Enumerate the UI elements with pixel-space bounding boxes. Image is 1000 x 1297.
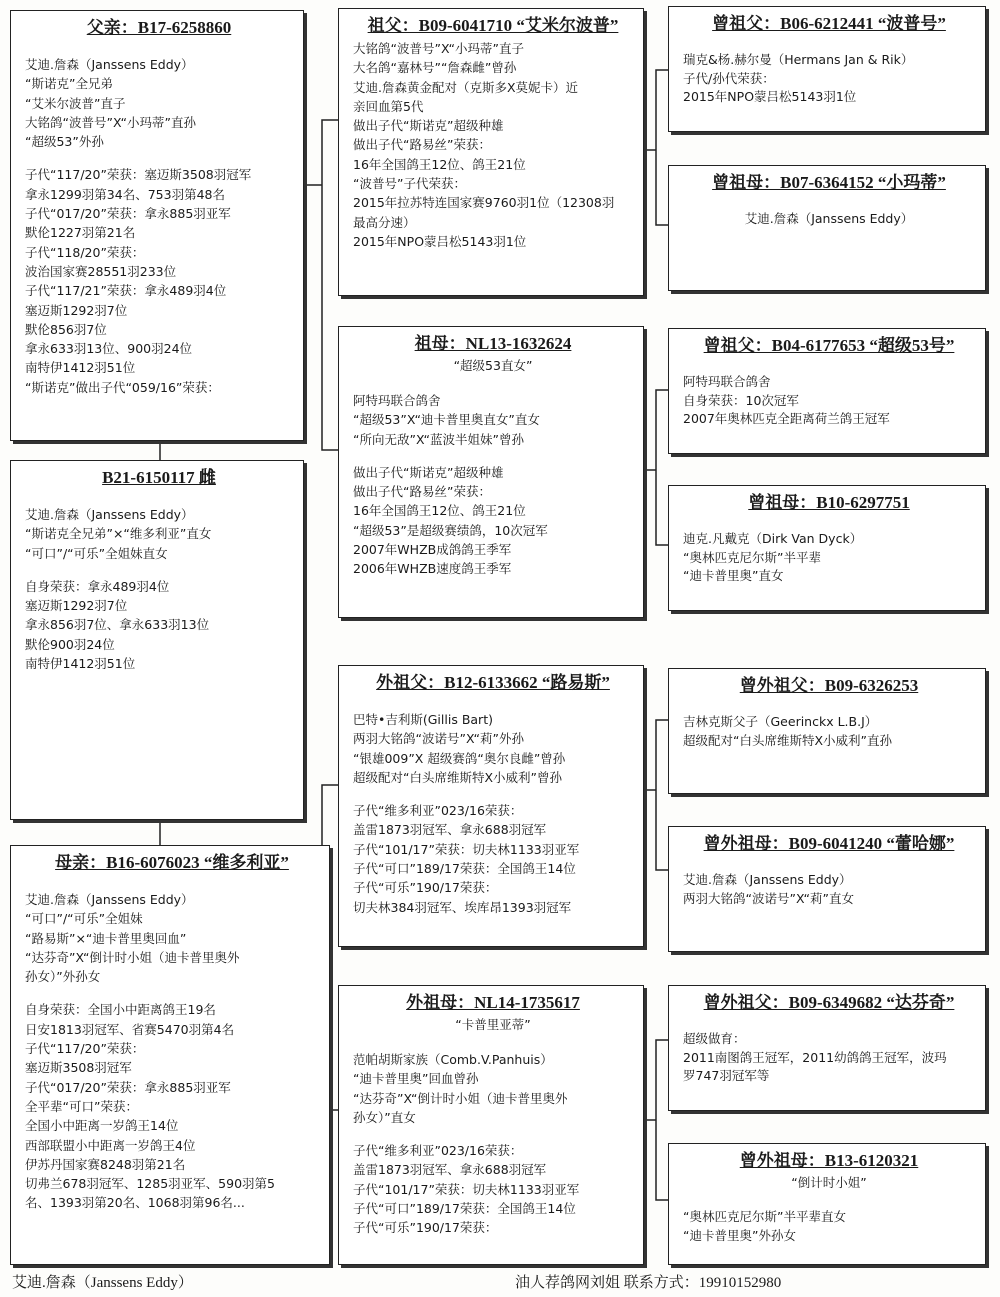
spacer — [25, 41, 293, 55]
detail-line: 波治国家赛28551羽233位 — [25, 263, 177, 279]
maternal-grandfather-card — [338, 665, 644, 947]
detail-line: 迪克.凡戴克（Dirk Van Dyck） — [683, 531, 863, 546]
spacer — [353, 449, 633, 463]
detail-line: 做出子代“路易丝”荣获： — [353, 484, 491, 500]
spacer — [683, 1194, 975, 1208]
spacer — [683, 857, 975, 871]
self-details — [25, 491, 293, 673]
spacer — [683, 699, 975, 713]
detail-line: 2015年NPO蒙吕松5143羽1位 — [683, 89, 857, 104]
detail-line: “艾米尔波普”直子 — [25, 95, 126, 111]
detail-line: 子代“维多利亚”023/16荣获： — [353, 803, 523, 819]
detail-line: “迪卡普里奥”回血曾孙 — [353, 1071, 479, 1087]
detail-line: 盖雷1873羽冠军、拿永688羽冠军 — [353, 822, 547, 838]
detail-line: 艾迪.詹森（Janssens Eddy） — [25, 57, 194, 72]
detail-line: “银雄009”X 超级赛鸽“奥尔良雌”曾孙 — [353, 750, 566, 766]
spacer — [353, 1127, 633, 1141]
detail-line: “超级53”外孙 — [25, 134, 104, 150]
detail-line: 巴特•吉利斯(Gillis Bart) — [353, 712, 493, 727]
detail-line: 子代“118/20”荣获： — [25, 244, 145, 260]
great-grandmother-2-card — [668, 485, 986, 611]
detail-line: 子代“117/20”荣获：塞迈斯3508羽冠军 — [25, 167, 252, 183]
detail-line: 艾迪.詹森（Janssens Eddy） — [683, 872, 852, 887]
great-grandfather-2-title: 曾祖父：B04-6177653 “超级53号” — [703, 336, 955, 355]
detail-line: 拿永633羽13位、900羽24位 — [25, 341, 193, 357]
detail-line: 全国小中距离一岁鸽王14位 — [25, 1118, 179, 1134]
detail-line: 南特伊1412羽51位 — [25, 656, 136, 672]
detail-line: 塞迈斯3508羽冠军 — [25, 1060, 132, 1076]
detail-line: 伊苏丹国家赛8248羽第21名 — [25, 1156, 186, 1172]
spacer — [25, 876, 319, 890]
detail-line: 西部联盟小中距离一岁鸽王4位 — [25, 1137, 196, 1153]
detail-line: “所向无敌”X“蓝波半姐妹”曾孙 — [353, 431, 524, 447]
detail-line: 阿特玛联合鸽舍 — [683, 374, 771, 389]
detail-line: 默伦856羽7位 — [25, 321, 107, 337]
mother-details — [25, 876, 319, 1213]
detail-line: 艾迪.詹森（Janssens Eddy） — [744, 211, 914, 226]
detail-line: 2015年NPO蒙吕松5143羽1位 — [353, 233, 527, 249]
maternal-grandmother-details — [353, 1036, 633, 1238]
detail-line: 塞迈斯1292羽7位 — [25, 598, 128, 614]
spacer — [25, 151, 293, 165]
detail-line: 子代“117/20”荣获： — [25, 1041, 145, 1057]
paternal-grandmother-details — [353, 377, 633, 579]
detail-line: “超级53”是超级赛绩鸽，10次冠军 — [353, 522, 548, 538]
detail-line: 切夫林384羽冠军、埃库昂1393羽冠军 — [353, 899, 572, 915]
great-grandfather-2-details — [683, 359, 975, 429]
footer-contact: 油人荐鸽网刘姐 联系方式：19910152980 — [515, 1275, 782, 1291]
detail-line: 南特伊1412羽51位 — [25, 360, 136, 376]
detail-line: 做出子代“斯诺克”超级种雄 — [353, 118, 504, 134]
detail-line: 名、1393羽第20名、1068羽第96名... — [25, 1195, 245, 1211]
detail-line: 做出子代“路易丝”荣获： — [353, 137, 491, 153]
detail-line: “迪卡普里奥”直女 — [683, 568, 784, 583]
detail-line: 吉林克斯父子（Geerinckx L.B.J） — [683, 714, 878, 729]
mother-title: 母亲：B16-6076023 “维多利亚” — [55, 853, 289, 872]
great-grandfather-4-details — [683, 1016, 975, 1086]
spacer — [683, 516, 975, 530]
detail-line: 盖雷1873羽冠军、拿永688羽冠军 — [353, 1162, 547, 1178]
great-grandmother-4-details — [683, 1194, 975, 1245]
father-title: 父亲：B17-6258860 — [86, 18, 232, 37]
detail-line: 子代“可乐”190/17荣获： — [353, 880, 498, 896]
detail-line: 子代“017/20”荣获：拿永885羽亚军 — [25, 206, 231, 222]
detail-line: 2007年奥林匹克全距离荷兰鸽王冠军 — [683, 411, 890, 426]
great-grandfather-4-card — [668, 985, 986, 1111]
detail-line: 孙女）”外孙女 — [25, 969, 101, 985]
detail-line: “斯诺克”做出子代“059/16”荣获： — [25, 379, 220, 395]
great-grandfather-4-title: 曾外祖父：B09-6349682 “达芬奇” — [703, 993, 955, 1012]
detail-line: 最高分速） — [353, 214, 416, 230]
great-grandmother-1-details — [683, 196, 975, 229]
detail-line: “斯诺克”全兄弟 — [25, 76, 113, 92]
spacer — [353, 377, 633, 391]
detail-line: 罗747羽冠军等 — [683, 1068, 770, 1083]
detail-line: 艾迪.詹森黄金配对（克斯多X莫妮卡）近 — [353, 79, 579, 95]
detail-line: “超级53”X“迪卡普里奥直女”直女 — [353, 412, 540, 428]
spacer — [683, 37, 975, 51]
spacer — [683, 359, 975, 373]
paternal-grandmother-title: 祖母：NL13-1632624 — [414, 334, 572, 353]
detail-line: 子代“可口”189/17荣获：全国鸽王14位 — [353, 861, 576, 877]
detail-line: “可口”/“可乐”全姐妹 — [25, 911, 143, 927]
detail-line: 子代/孙代荣获： — [683, 70, 775, 86]
spacer — [683, 1016, 975, 1030]
great-grandfather-1-title: 曾祖父：B06-6212441 “波普号” — [712, 14, 946, 33]
detail-line: 两羽大铭鸽“波诺号”X“莉”直女 — [683, 890, 854, 906]
detail-line: 2006年WHZB速度鸽王季军 — [353, 561, 512, 577]
footer-breeder: 艾迪.詹森（Janssens Eddy） — [12, 1275, 193, 1291]
self-card — [10, 460, 304, 820]
detail-line: “迪卡普里奥”外孙女 — [683, 1227, 796, 1243]
detail-line: 自身荣获：10次冠军 — [683, 392, 799, 408]
detail-line: 全平辈“可口”荣获： — [25, 1098, 138, 1114]
detail-line: 塞迈斯1292羽7位 — [25, 302, 128, 318]
spacer — [353, 787, 633, 801]
detail-line: 大铭鸽“波普号”X“小玛蒂”直孙 — [25, 114, 196, 130]
detail-line: 16年全国鸽王12位、鸽王21位 — [353, 503, 526, 519]
great-grandmother-2-details — [683, 516, 975, 586]
great-grandmother-3-details — [683, 857, 975, 908]
detail-line: 拿永856羽7位、拿永633羽13位 — [25, 617, 210, 633]
spacer — [683, 196, 975, 210]
detail-line: 超级配对“白头席维斯特X小威利”直孙 — [683, 732, 893, 748]
paternal-grandfather-title: 祖父：B09-6041710 “艾米尔波普” — [367, 16, 619, 35]
great-grandfather-2-card — [668, 328, 986, 454]
detail-line: 2011南图鸽王冠军，2011幼鸽鸽王冠军，波玛 — [683, 1049, 947, 1065]
father-card — [10, 10, 304, 441]
detail-line: 超级做育： — [683, 1031, 746, 1046]
great-grandfather-1-details — [683, 37, 975, 107]
detail-line: 子代“101/17”荣获：切夫林1133羽亚军 — [353, 841, 580, 857]
spacer — [25, 491, 293, 505]
great-grandmother-1-title: 曾祖母：B07-6364152 “小玛蒂” — [712, 173, 946, 192]
detail-line: “波普号”子代荣获： — [353, 176, 466, 192]
detail-line: 子代“可口”189/17荣获：全国鸽王14位 — [353, 1201, 576, 1217]
great-grandmother-4-card — [668, 1143, 986, 1265]
detail-line: 两羽大铭鸽“波诺号”X“莉”外孙 — [353, 731, 524, 747]
father-details — [25, 41, 293, 397]
detail-line: 艾迪.詹森（Janssens Eddy） — [25, 892, 194, 907]
detail-line: “达芬奇”X“倒计时小姐（迪卡普里奥外 — [25, 949, 240, 965]
paternal-grandfather-details — [353, 39, 633, 251]
detail-line: 子代“117/21”荣获：拿永489羽4位 — [25, 283, 227, 299]
great-grandmother-4-title: 曾外祖母：B13-6120321 — [739, 1151, 919, 1170]
great-grandmother-2-title: 曾祖母：B10-6297751 — [748, 493, 910, 512]
paternal-grandmother-nickname: “超级53直女” — [453, 358, 533, 373]
great-grandmother-1-card — [668, 165, 986, 291]
great-grandmother-4-nickname: “倒计时小姐” — [791, 1175, 867, 1190]
detail-line: 自身荣获：拿永489羽4位 — [25, 578, 170, 594]
detail-line: 瑞克&杨.赫尔曼（Hermans Jan & Rik） — [683, 52, 914, 67]
maternal-grandmother-title: 外祖母：NL14-1735617 — [406, 993, 580, 1012]
great-grandfather-3-title: 曾外祖父：B09-6326253 — [739, 676, 919, 695]
great-grandmother-3-title: 曾外祖母：B09-6041240 “蕾哈娜” — [703, 834, 955, 853]
detail-line: 子代“101/17”荣获：切夫林1133羽亚军 — [353, 1181, 580, 1197]
paternal-grandfather-card — [338, 8, 644, 296]
detail-line: 日安1813羽冠军、省赛5470羽第4名 — [25, 1021, 235, 1037]
spacer — [25, 563, 293, 577]
spacer — [25, 986, 319, 1000]
detail-line: 超级配对“白头席维斯特X小威利”曾孙 — [353, 769, 563, 785]
paternal-grandmother-card — [338, 326, 644, 618]
detail-line: 做出子代“斯诺克”超级种雄 — [353, 464, 504, 480]
detail-line: 范帕胡斯家族（Comb.V.Panhuis） — [353, 1052, 553, 1067]
detail-line: “奥林匹克尼尔斯”半平辈直女 — [683, 1209, 846, 1224]
spacer — [353, 696, 633, 710]
detail-line: 孙女）”直女 — [353, 1109, 416, 1125]
detail-line: 2007年WHZB成鸽鸽王季军 — [353, 542, 512, 558]
maternal-grandmother-nickname: “卡普里亚蒂” — [455, 1017, 531, 1032]
detail-line: 大名鸽“嘉林号”“詹森雌”曾孙 — [353, 60, 517, 76]
great-grandmother-3-card — [668, 826, 986, 952]
detail-line: 切弗兰678羽冠军、1285羽亚军、590羽第5 — [25, 1176, 275, 1192]
detail-line: 默伦900羽24位 — [25, 636, 115, 652]
great-grandfather-3-details — [683, 699, 975, 750]
detail-line: “达芬奇”X“倒计时小姐（迪卡普里奥外 — [353, 1090, 568, 1106]
detail-line: 艾迪.詹森（Janssens Eddy） — [25, 507, 194, 522]
maternal-grandfather-details — [353, 696, 633, 917]
maternal-grandfather-title: 外祖父：B12-6133662 “路易斯” — [376, 673, 610, 692]
detail-line: 默伦1227羽第21名 — [25, 225, 136, 241]
detail-line: 拿永1299羽第34名、753羽第48名 — [25, 186, 225, 202]
detail-line: “斯诺克全兄弟”×“维多利亚”直女 — [25, 526, 212, 542]
self-title: B21-6150117 雌 — [102, 468, 216, 487]
mother-card — [10, 845, 330, 1265]
detail-line: “可口”/“可乐”全姐妹直女 — [25, 545, 168, 561]
detail-line: 16年全国鸽王12位、鸽王21位 — [353, 156, 526, 172]
detail-line: 2015年拉苏特连国家赛9760羽1位（12308羽 — [353, 195, 615, 211]
great-grandfather-1-card — [668, 6, 986, 132]
detail-line: 亲回血第5代 — [353, 98, 424, 114]
detail-line: 子代“维多利亚”023/16荣获： — [353, 1143, 523, 1159]
detail-line: “路易斯”×“迪卡普里奥回血” — [25, 930, 187, 946]
detail-line: “奥林匹克尼尔斯”半平辈 — [683, 549, 821, 565]
great-grandfather-3-card — [668, 668, 986, 794]
detail-line: 子代“017/20”荣获：拿永885羽亚军 — [25, 1079, 231, 1095]
detail-line: 自身荣获：全国小中距离鸽王19名 — [25, 1002, 216, 1018]
spacer — [353, 1036, 633, 1050]
detail-line: 阿特玛联合鸽舍 — [353, 393, 441, 408]
detail-line: 子代“可乐”190/17荣获： — [353, 1220, 498, 1236]
maternal-grandmother-card — [338, 985, 644, 1265]
detail-line: 大铭鸽“波普号”X“小玛蒂”直子 — [353, 41, 524, 56]
